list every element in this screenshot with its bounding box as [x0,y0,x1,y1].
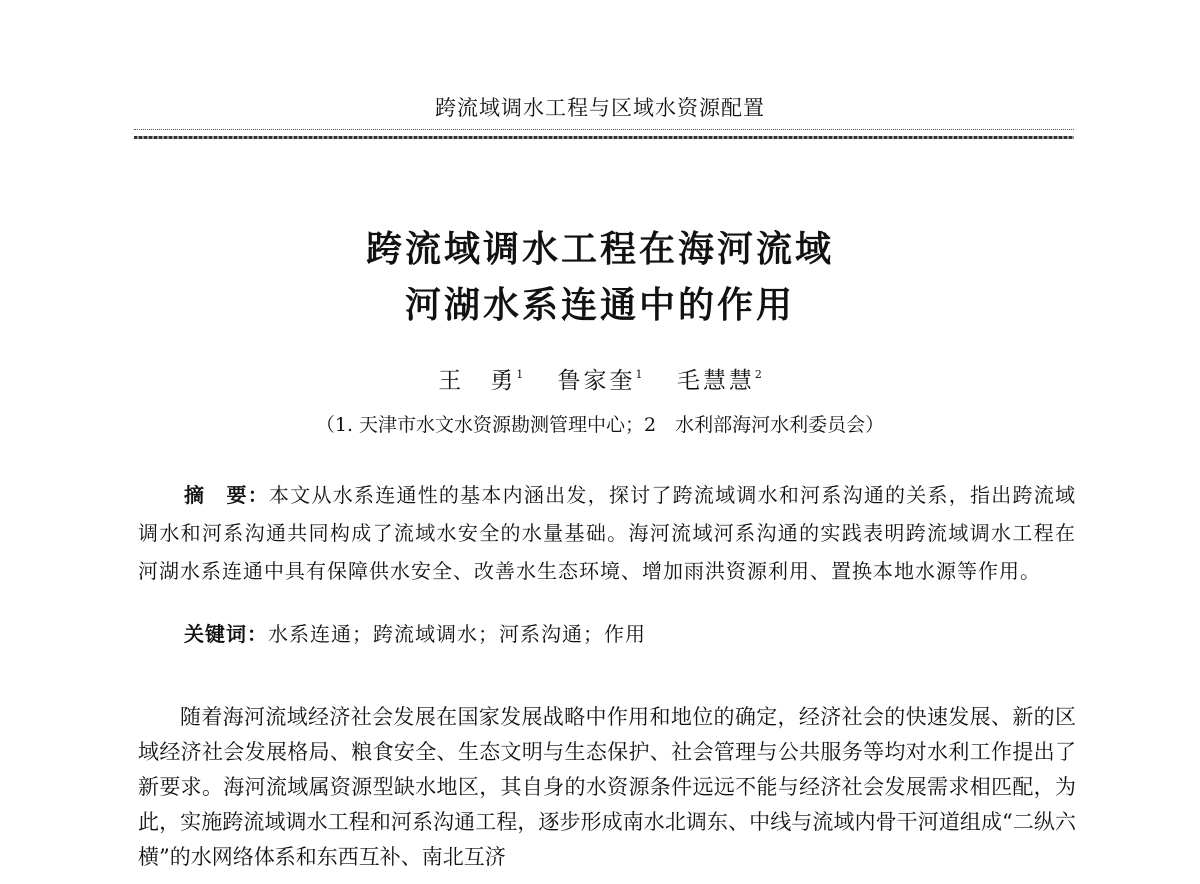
author-affiliation-mark: 1 [635,368,643,381]
paper-title [0,222,1200,334]
keywords-text: 水系连通；跨流域调水；河系沟通；作用 [268,622,646,646]
header-rule-double [134,136,1074,139]
running-header: 跨流域调水工程与区域水资源配置 [435,96,765,120]
author [558,368,643,394]
title-line-2: 河湖水系连通中的作用 [404,285,795,326]
abstract-text: 本文从水系连通性的基本内涵出发，探讨了跨流域调水和河系沟通的关系，指出跨流域调水和河系沟通共同构成了流域水安全的水量基础。海河流域河系沟通的实践表明跨流域调水工程在河湖水系连通中具有保障供水安全、改善水生态环境、增加雨洪资源利用、置换本地水源等作用。 [138,483,1077,583]
author-affiliation-mark: 2 [754,368,762,381]
author-list [0,362,1200,395]
header-rule [134,129,1074,130]
body-paragraph: 随着海河流域经济社会发展在国家发展战略中作用和地位的确定，经济社会的快速发展、新的区域经济社会发展格局、粮食安全、生态文明与生态保护、社会管理与公共服务等均对水利工作提出了新要求。海河流域属资源型缺水地区，其自身的水资源条件远远不能与经济社会发展需求相匹配，为此，实施跨流域调水工程和河系沟通工程，逐步形成南水北调东、中线与流域内骨干河道组成“二纵六横”的水网络体系和东西互补、南北互济 [138,705,1076,869]
author-name: 王 勇 [438,368,517,394]
affiliation: （1. 天津市水文水资源勘测管理中心；2 水利部海河水利委员会） [315,414,885,436]
title-line-1: 跨流域调水工程在海河流域 [365,229,834,270]
abstract-label: 摘 要： [184,483,269,507]
author-name: 毛慧慧 [676,368,755,394]
author [677,368,762,394]
abstract [138,476,1076,590]
keywords [184,618,1074,647]
author-name: 鲁家奎 [557,368,636,394]
author [438,368,523,394]
keywords-label: 关键词： [184,622,268,646]
author-affiliation-mark: 1 [516,368,524,381]
